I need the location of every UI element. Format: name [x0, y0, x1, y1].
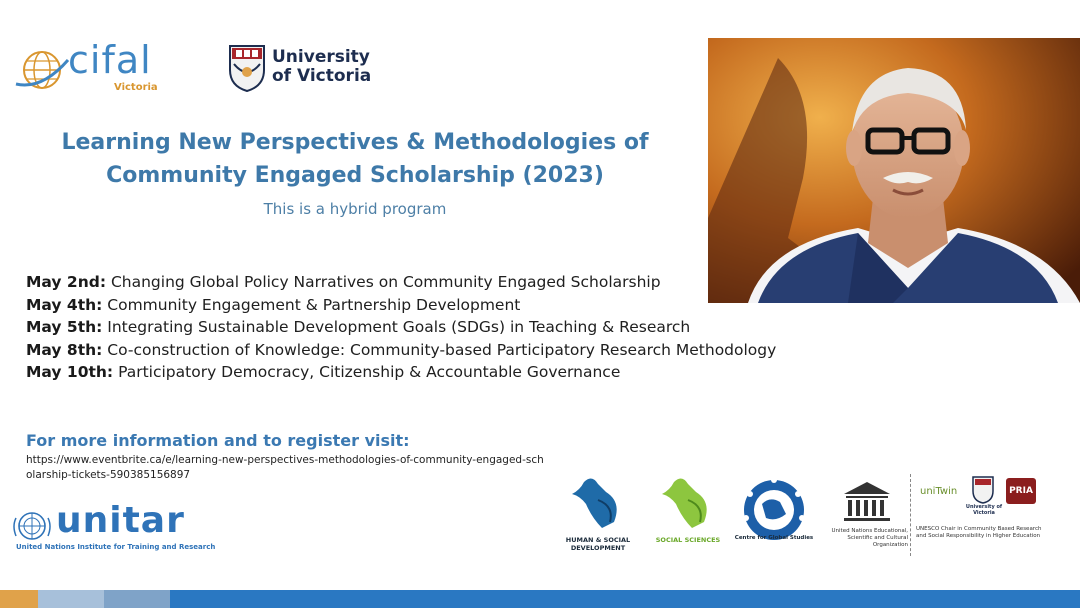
human-social-development-logo: [562, 474, 634, 552]
hsd-label: HUMAN & SOCIAL DEVELOPMENT: [565, 536, 631, 552]
session-topic: Integrating Sustainable Development Goals (SDGs) in Teaching & Research: [107, 318, 691, 336]
session-topic: Participatory Democracy, Citizenship & Accountable Governance: [118, 363, 621, 381]
schedule-item: [26, 361, 826, 384]
ss-label: SOCIAL SCIENCES: [655, 536, 721, 544]
unesco-logo: [826, 480, 908, 549]
green-bird-icon: [652, 474, 724, 532]
blue-bird-icon: [562, 474, 634, 532]
title-line-1: Learning New Perspectives & Methodologies of: [61, 130, 649, 155]
schedule-item: [26, 339, 826, 362]
unesco-text: United Nations Educational, Scientific and Cultural Organization: [831, 528, 908, 548]
portrait-image: [708, 38, 1080, 303]
crest-icon: [228, 44, 266, 92]
unitwin-chair-logos: [916, 474, 1046, 540]
social-sciences-logo: [652, 474, 724, 544]
bar-segment-light-blue: [38, 590, 104, 608]
session-date: May 8th:: [26, 340, 103, 359]
session-date: May 10th:: [26, 363, 114, 381]
uvic-logo: [228, 44, 378, 96]
session-date: May 5th:: [26, 318, 103, 336]
centre-for-global-studies-logo: [734, 474, 814, 546]
register-heading: For more information and to register visit:: [26, 431, 410, 450]
uvic-small-name: University of Victoria: [965, 504, 1003, 516]
cgs-label: Centre for Global Studies: [734, 535, 814, 541]
cifal-location: Victoria: [114, 82, 158, 93]
uvic-name-line1: University: [272, 47, 370, 67]
bottom-color-bar: [0, 590, 1080, 608]
uvic-crest-small-icon: [972, 476, 994, 504]
schedule-item: [26, 271, 826, 294]
uvic-name-line2: of Victoria: [272, 66, 372, 86]
register-link[interactable]: https://www.eventbrite.ca/e/learning-new-perspectives-methodologies-of-community-engaged-scholarship-tickets-590385156897: [26, 454, 544, 481]
unitwin-wordmark: uniTwin: [920, 486, 958, 497]
speaker-photo: [708, 38, 1080, 303]
session-schedule: [26, 271, 826, 384]
schedule-item: [26, 294, 826, 317]
session-date: May 2nd:: [26, 273, 107, 291]
program-subtitle: This is a hybrid program: [263, 200, 447, 218]
unitwin-text: UNESCO Chair in Community Based Research and Social Responsibility in Higher Education: [916, 526, 1042, 539]
unitar-wordmark: unitar: [56, 500, 185, 541]
session-topic: Community Engagement & Partnership Development: [107, 295, 521, 314]
bar-segment-mid-blue: [104, 590, 170, 608]
title-line-2: Community Engaged Scholarship (2023): [106, 163, 604, 188]
bar-segment-blue: [170, 590, 1080, 608]
pria-logo: [1006, 478, 1036, 504]
unitar-logo: [12, 500, 216, 556]
footer-divider: [910, 474, 911, 556]
session-topic: Changing Global Policy Narratives on Community Engaged Scholarship: [110, 273, 661, 291]
unitar-full-name: United Nations Institute for Training and Research: [16, 543, 216, 551]
globe-icon: [14, 40, 70, 96]
session-topic: Co-construction of Knowledge: Community-based Participatory Research Methodology: [107, 340, 777, 359]
pria-wordmark: PRIA: [1009, 486, 1033, 496]
session-date: May 4th:: [26, 295, 103, 314]
page-title: [40, 126, 670, 192]
bar-segment-orange: [0, 590, 38, 608]
schedule-item: [26, 316, 826, 339]
unesco-temple-icon: [826, 480, 908, 524]
un-emblem-icon: [12, 508, 52, 544]
cifal-victoria-logo: [14, 40, 164, 100]
cifal-wordmark: cifal: [68, 38, 152, 82]
